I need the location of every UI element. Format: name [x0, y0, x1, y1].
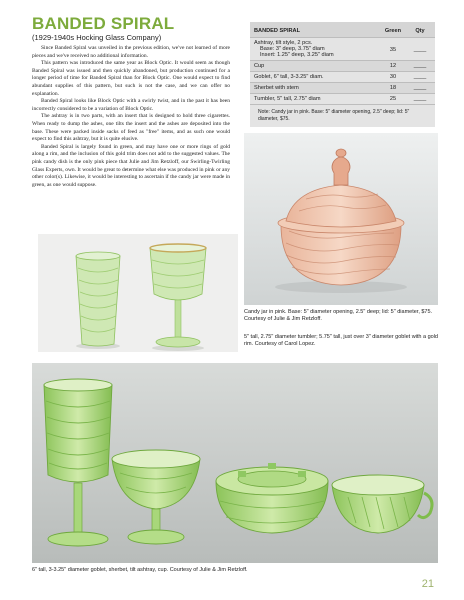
row-item: Tumbler, 5" tall, 2.75" diam	[254, 96, 321, 102]
candy-jar-photo	[244, 133, 438, 305]
row-item: Sherbet with stem	[254, 85, 299, 91]
column-header-item: BANDED SPIRAL	[254, 28, 300, 34]
table-row	[250, 60, 435, 71]
row-item: Goblet, 6" tall, 3-3.25" diam.	[254, 74, 324, 80]
row-subitem: Base: 3" deep, 3.75" diam	[260, 46, 325, 52]
candy-jar-caption: Candy jar in pink. Base: 5" diameter opening, 2.5" deep; lid: 5" diameter, $75. Courtesy of Julie & Jim Retzloff.	[244, 309, 433, 322]
table-row	[250, 71, 435, 82]
body-paragraph: This pattern was introduced the same year as Block Optic. It would seem as though Banded Spiral was issued and then quickly abandoned, but production continued for a longer period of time for Banded Spiral than for Block Optic. One would expect to find abundant supplies of this pattern, but such is not the case, and we can offer no explanation.	[32, 60, 230, 97]
row-qty: ____	[413, 85, 427, 91]
page-number: 21	[421, 578, 434, 590]
column-header-qty: Qty	[415, 28, 425, 34]
table-row	[250, 93, 435, 104]
row-price: 18	[389, 85, 397, 91]
pattern-subtitle: (1929-1940s Hocking Glass Company)	[32, 33, 162, 42]
row-item: Cup	[254, 63, 265, 69]
row-qty: ____	[413, 74, 427, 80]
row-qty: ____	[413, 63, 427, 69]
row-price: 30	[389, 74, 397, 80]
price-table	[250, 22, 435, 127]
row-qty: ____	[413, 96, 427, 102]
table-row	[250, 82, 435, 93]
row-subitem: Insert: 1.25" deep, 3.25" diam	[260, 52, 334, 58]
tumbler-goblet-photo	[38, 234, 238, 352]
table-row	[250, 37, 435, 60]
row-item: Ashtray, tilt style, 2 pcs.	[254, 40, 313, 46]
column-header-green: Green	[384, 28, 402, 34]
price-table-header	[250, 22, 435, 37]
row-price: 12	[389, 63, 397, 69]
row-price: 25	[389, 96, 397, 102]
body-paragraph: Banded Spiral looks like Block Optic with a swirly twist, and in the past it has been incorrectly considered to be a variation of Block Optic.	[32, 98, 230, 112]
body-paragraph: Since Banded Spiral was unveiled in the previous edition, we've not learned of more pieces and we've received no additional information.	[32, 45, 230, 59]
bottom-photo-caption: 6" tall, 3-3.25" diameter goblet, sherbet, tilt ashtray, cup. Courtesy of Julie & Jim Retzloff.	[32, 567, 248, 573]
green-pieces-photo	[32, 363, 438, 563]
row-qty: ____	[413, 47, 427, 53]
body-paragraph: Banded Spiral is largely found in green, and may have one or more rings of gold along a rim, and the inclusion of this gold trim does not add to the suggested values. The pink candy dish is the only pink piece that Julie and Jim Retzloff, our Swirling-Twirling Glass Experts, own. It would be great to determine what else was produced in pink or any other color(s). Likewise, it would be interesting to ascertain if the candy jar were made in green, as one would suppose.	[32, 143, 230, 188]
pattern-title: BANDED SPIRAL	[32, 14, 175, 33]
body-paragraph: The ashtray is in two parts, with an insert that is designed to hold three cigarettes. When ready to dump the ashes, one tilts the insert and the ashes are deposited into the base. These were packed inside sacks of feed as "free" items, and as such one would expect to find this ashtray, but it is quite elusive.	[32, 113, 230, 143]
price-table-note: Note: Candy jar in pink. Base: 5" diameter opening, 2.5" deep; lid: 5" diameter, $75.	[250, 104, 435, 127]
tumbler-goblet-caption: 5" tall, 2.75" diameter tumbler; 5.75" tall, just over 3" diameter goblet with a gold rim. Courtesy of Carol Lopez.	[244, 334, 438, 347]
article-body	[32, 45, 230, 189]
row-price: 35	[389, 47, 397, 53]
